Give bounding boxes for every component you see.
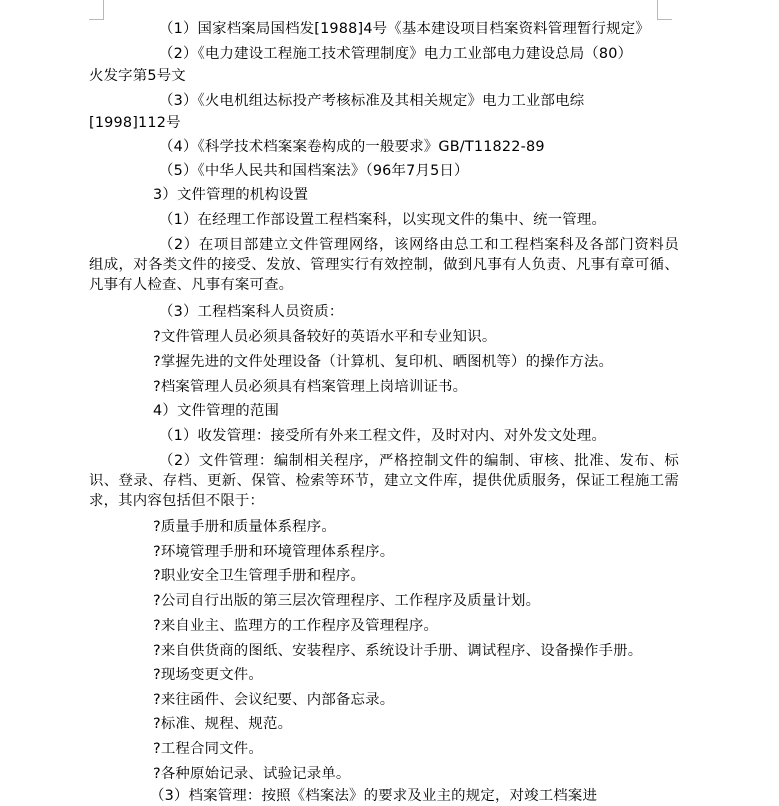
list-item: ?来自业主、监理方的工作程序及管理程序。 xyxy=(153,618,439,634)
cutoff-line xyxy=(150,784,690,804)
paragraph-3-3: （3）工程档案科人员资质： xyxy=(159,304,344,320)
margin-corner-mark-right-horizontal xyxy=(658,19,672,20)
reference-item-5: （5）《中华人民共和国档案法》（96年7月5日） xyxy=(159,163,469,179)
list-item: ?现场变更文件。 xyxy=(153,667,263,683)
list-item: ?环境管理手册和环境管理体系程序。 xyxy=(153,544,395,560)
section-heading-3: 3）文件管理的机构设置 xyxy=(153,187,309,203)
reference-item-3-continued: [1998]112号 xyxy=(89,115,181,131)
list-item: ?职业安全卫生管理手册和程序。 xyxy=(153,568,366,584)
list-item: ?档案管理人员必须具有档案管理上岗培训证书。 xyxy=(153,379,468,395)
list-item: ?标准、规程、规范。 xyxy=(153,716,293,732)
list-item: ?掌握先进的文件处理设备（计算机、复印机、晒图机等）的操作方法。 xyxy=(153,354,614,370)
paragraph-4-2: （2）文件管理：编制相关程序，严格控制文件的编制、审核、批准、发布、标识、登录、存档、更新、保管、检索等环节，建立文件库，提供优质服务，保证工程施工需求，其内容包括但不限于： xyxy=(89,453,679,509)
list-item: ?各种原始记录、试验记录单。 xyxy=(153,766,351,782)
reference-item-4: （4）《科学技术档案案卷构成的一般要求》GB/T11822-89 xyxy=(159,139,545,155)
paragraph-4-1: （1）收发管理：接受所有外来工程文件，及时对内、对外发文处理。 xyxy=(159,428,607,444)
paragraph-4-3-partial: （3）档案管理：按照《档案法》的要求及业主的规定，对竣工档案进 xyxy=(150,788,598,804)
list-item: ?工程合同文件。 xyxy=(153,741,263,757)
reference-item-3: （3）《火电机组达标投产考核标准及其相关规定》电力工业部电综 xyxy=(159,93,585,109)
list-item: ?质量手册和质量体系程序。 xyxy=(153,519,336,535)
margin-corner-mark-right xyxy=(657,0,658,20)
reference-item-1: （1）国家档案局国档发[1988]4号《基本建设项目档案资料管理暂行规定》 xyxy=(159,21,650,37)
paragraph-3-2: （2）在项目部建立文件管理网络，该网络由总工和工程档案科及各部门资料员组成，对各类文件的接受、发放、管理实行有效控制，做到凡事有人负责、凡事有章可循、凡事有人检查、凡事有案可查。 xyxy=(89,237,679,293)
reference-item-2-continued: 火发字第5号文 xyxy=(89,68,186,84)
list-item: ?来自供货商的图纸、安装程序、系统设计手册、调试程序、设备操作手册。 xyxy=(153,643,643,659)
margin-corner-mark-left-horizontal xyxy=(89,19,103,20)
reference-item-2: （2）《电力建设工程施工技术管理制度》电力工业部电力建设总局（80） xyxy=(159,46,633,62)
list-item: ?文件管理人员必须具备较好的英语水平和专业知识。 xyxy=(153,329,497,345)
margin-corner-mark-left xyxy=(103,0,104,20)
list-item: ?来往函件、会议纪要、内部备忘录。 xyxy=(153,692,395,708)
section-heading-4: 4）文件管理的范围 xyxy=(153,403,280,419)
list-item: ?公司自行出版的第三层次管理程序、工作程序及质量计划。 xyxy=(153,593,541,609)
paragraph-3-1: （1）在经理工作部设置工程档案科，以实现文件的集中、统一管理。 xyxy=(159,212,607,228)
